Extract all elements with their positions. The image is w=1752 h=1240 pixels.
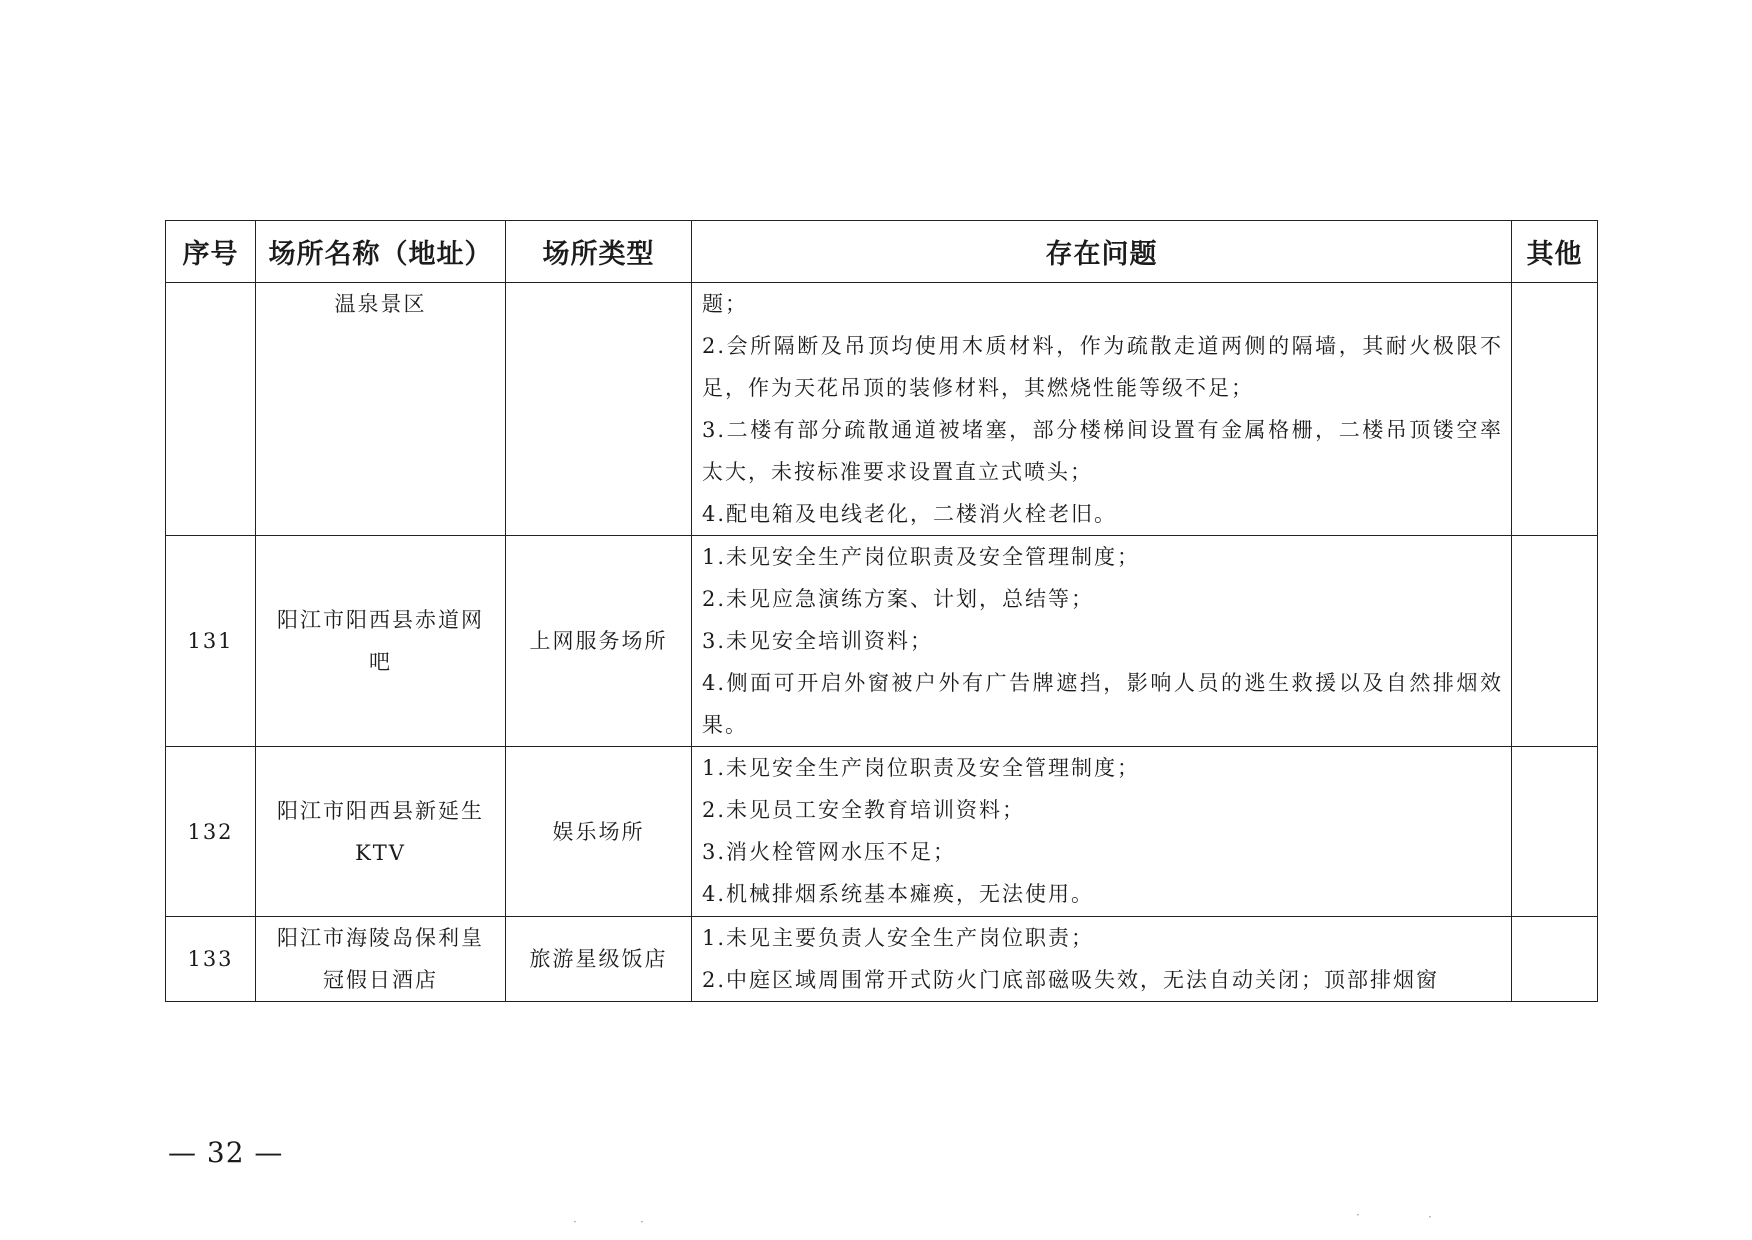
scan-speck: · — [573, 1215, 577, 1229]
other-cell — [1512, 747, 1598, 917]
venue-type: 上网服务场所 — [506, 536, 692, 747]
issue-item: 3.消火栓管网水压不足； — [702, 840, 957, 864]
header-issues: 存在问题 — [692, 221, 1512, 283]
header-no: 序号 — [166, 221, 256, 283]
venue-name: 阳江市海陵岛保利皇冠假日酒店 — [256, 917, 506, 1002]
venue-name: 阳江市阳西县新延生KTV — [256, 747, 506, 917]
other-cell — [1512, 283, 1598, 536]
venue-type: 旅游星级饭店 — [506, 917, 692, 1002]
table-row — [166, 917, 1598, 1002]
header-type: 场所类型 — [506, 221, 692, 283]
row-no: 133 — [166, 917, 256, 1002]
scan-speck: · — [1428, 1210, 1432, 1224]
issue-item: 1.未见安全生产岗位职责及安全管理制度； — [702, 756, 1141, 780]
table-row — [166, 283, 1598, 536]
table-row — [166, 536, 1598, 747]
issue-item: 2.未见员工安全教育培训资料； — [702, 798, 1026, 822]
issue-item: 题； — [702, 292, 748, 316]
issue-item: 1.未见主要负责人安全生产岗位职责； — [702, 926, 1095, 950]
venue-type — [506, 283, 692, 536]
issue-item: 2.会所隔断及吊顶均使用木质材料，作为疏散走道两侧的隔墙，其耐火极限不足，作为天花吊顶的装修材料，其燃烧性能等级不足； — [702, 334, 1503, 400]
issues-cell — [692, 283, 1512, 536]
issue-item: 4.侧面可开启外窗被户外有广告牌遮挡，影响人员的逃生救援以及自然排烟效果。 — [702, 671, 1503, 737]
table-header-row — [166, 221, 1598, 283]
row-no — [166, 283, 256, 536]
row-no: 131 — [166, 536, 256, 747]
header-name: 场所名称（地址） — [256, 221, 506, 283]
issue-item: 3.二楼有部分疏散通道被堵塞，部分楼梯间设置有金属格栅，二楼吊顶镂空率太大，未按标准要求设置直立式喷头； — [702, 418, 1503, 484]
issue-item: 1.未见安全生产岗位职责及安全管理制度； — [702, 545, 1141, 569]
venue-name: 阳江市阳西县赤道网吧 — [256, 536, 506, 747]
issue-item: 4.机械排烟系统基本瘫痪，无法使用。 — [702, 882, 1095, 906]
issue-item: 2.中庭区域周围常开式防火门底部磁吸失效，无法自动关闭；顶部排烟窗 — [702, 968, 1440, 992]
scan-speck: · — [640, 1215, 644, 1229]
venue-name: 温泉景区 — [256, 283, 506, 536]
header-other: 其他 — [1512, 221, 1598, 283]
inspection-table — [165, 220, 1598, 1002]
other-cell — [1512, 917, 1598, 1002]
issues-cell — [692, 747, 1512, 917]
issues-cell — [692, 536, 1512, 747]
issue-item: 3.未见安全培训资料； — [702, 629, 934, 653]
issue-item: 2.未见应急演练方案、计划，总结等； — [702, 587, 1095, 611]
page-number: — 32 — — [168, 1136, 284, 1169]
issue-item: 4.配电箱及电线老化，二楼消火栓老旧。 — [702, 502, 1118, 526]
venue-type: 娱乐场所 — [506, 747, 692, 917]
scan-speck: · — [1356, 1208, 1360, 1222]
row-no: 132 — [166, 747, 256, 917]
other-cell — [1512, 536, 1598, 747]
table-row — [166, 747, 1598, 917]
issues-cell — [692, 917, 1512, 1002]
